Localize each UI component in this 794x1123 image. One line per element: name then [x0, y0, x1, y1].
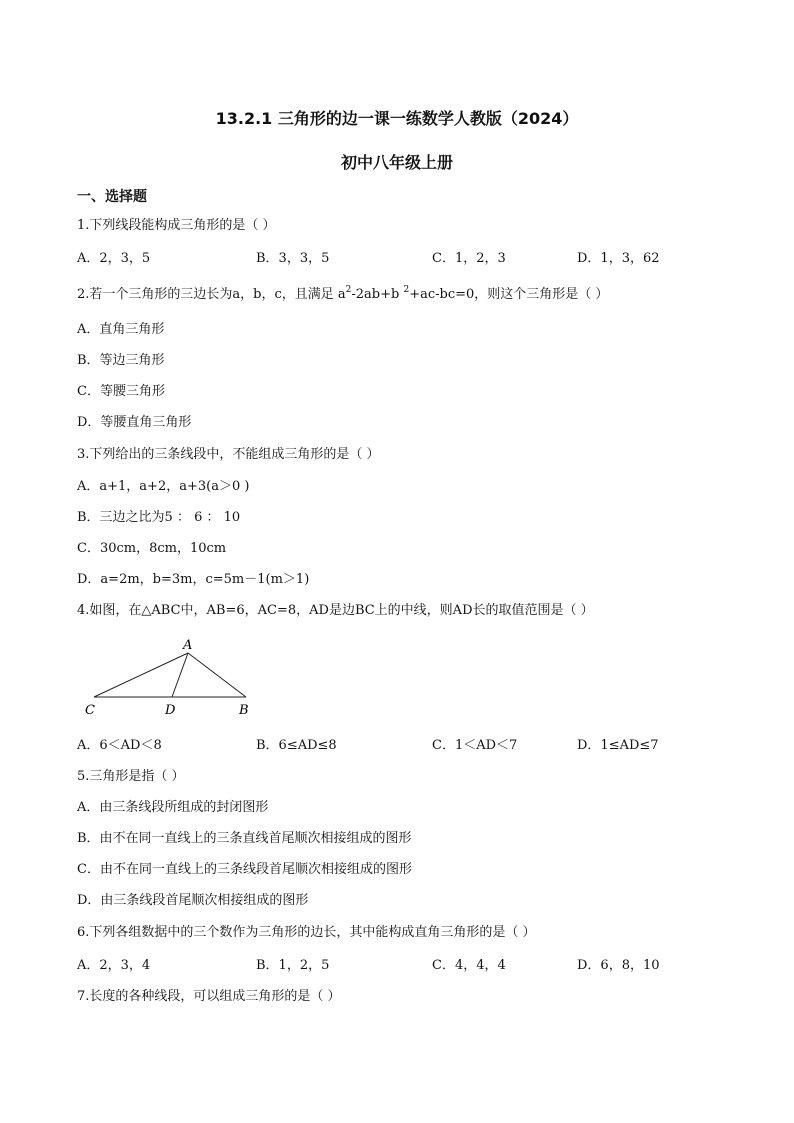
- document-subtitle: 初中八年级上册: [340, 153, 453, 172]
- question-3-option-c: C．30cm，8cm，10cm: [77, 541, 227, 556]
- question-1-option-d: D．1，3，62: [577, 251, 660, 266]
- question-2-exponent-2: 2: [403, 285, 410, 295]
- document-title: 13.2.1 三角形的边一课一练数学人教版（2024）: [215, 109, 579, 128]
- triangle-figure: [80, 636, 270, 720]
- question-4-option-d: D．1≤AD≤7: [577, 738, 659, 753]
- question-1-option-b: B．3，3，5: [256, 251, 330, 266]
- question-4-stem: 4.如图，在△ABC中，AB=6，AC=8，AD是边BC上的中线，则AD长的取值范围是（ ）: [77, 603, 594, 618]
- question-5-stem: 5.三角形是指（ ）: [77, 769, 185, 784]
- question-2-stem: [77, 286, 608, 304]
- section-heading: 一、选择题: [77, 189, 147, 205]
- question-1-option-c: C．1，2，3: [432, 251, 506, 266]
- question-2-stem-part-a: 2.若一个三角形的三边长为a，b，c，且满足 a: [77, 287, 346, 302]
- question-5-option-d: D．由三条线段首尾顺次相接组成的图形: [77, 893, 309, 908]
- question-6-stem: 6.下列各组数据中的三个数作为三角形的边长，其中能构成直角三角形的是（ ）: [77, 925, 536, 940]
- question-4-option-a: A．6＜AD＜8: [77, 738, 162, 753]
- vertex-label-c: C: [85, 703, 95, 718]
- vertex-label-b: B: [239, 703, 249, 718]
- question-7-stem: 7.长度的各种线段，可以组成三角形的是（ ）: [77, 989, 341, 1004]
- point-label-d: D: [165, 703, 176, 718]
- question-2-stem-part-b: -2ab+b: [351, 287, 404, 302]
- question-4-option-b: B．6≤AD≤8: [256, 738, 337, 753]
- question-6-option-b: B．1，2，5: [256, 958, 330, 973]
- triangle-side-ab: [188, 653, 246, 697]
- question-1-option-a: A．2，3，5: [77, 251, 151, 266]
- question-6-option-c: C．4，4，4: [432, 958, 506, 973]
- question-3-option-d: D．a=2m，b=3m，c=5m－1(m＞1): [77, 572, 310, 587]
- question-2-stem-part-c: +ac-bc=0，则这个三角形是（ ）: [409, 287, 609, 302]
- question-6-option-a: A．2，3，4: [77, 958, 151, 973]
- question-5-option-b: B．由不在同一直线上的三条直线首尾顺次相接组成的图形: [77, 831, 412, 846]
- question-3-option-b: B．三边之比为5 ： 6 ： 10: [77, 510, 241, 525]
- question-1-stem: 1.下列线段能构成三角形的是（ ）: [77, 218, 276, 233]
- question-6-option-d: D．6，8，10: [577, 958, 660, 973]
- question-2-exponent-1: 2: [345, 285, 352, 295]
- question-2-option-c: C．等腰三角形: [77, 384, 165, 399]
- question-2-option-b: B．等边三角形: [77, 353, 165, 368]
- question-5-option-c: C．由不在同一直线上的三条线段首尾顺次相接组成的图形: [77, 862, 412, 877]
- question-5-option-a: A．由三条线段所组成的封闭图形: [77, 800, 269, 815]
- vertex-label-a: A: [183, 638, 193, 653]
- question-2-option-d: D．等腰直角三角形: [77, 415, 192, 430]
- question-3-option-a: A．a+1，a+2，a+3(a＞0 ): [77, 479, 250, 494]
- question-4-option-c: C．1＜AD＜7: [432, 738, 518, 753]
- question-3-stem: 3.下列给出的三条线段中，不能组成三角形的是（ ）: [77, 447, 380, 462]
- question-2-option-a: A．直角三角形: [77, 322, 165, 337]
